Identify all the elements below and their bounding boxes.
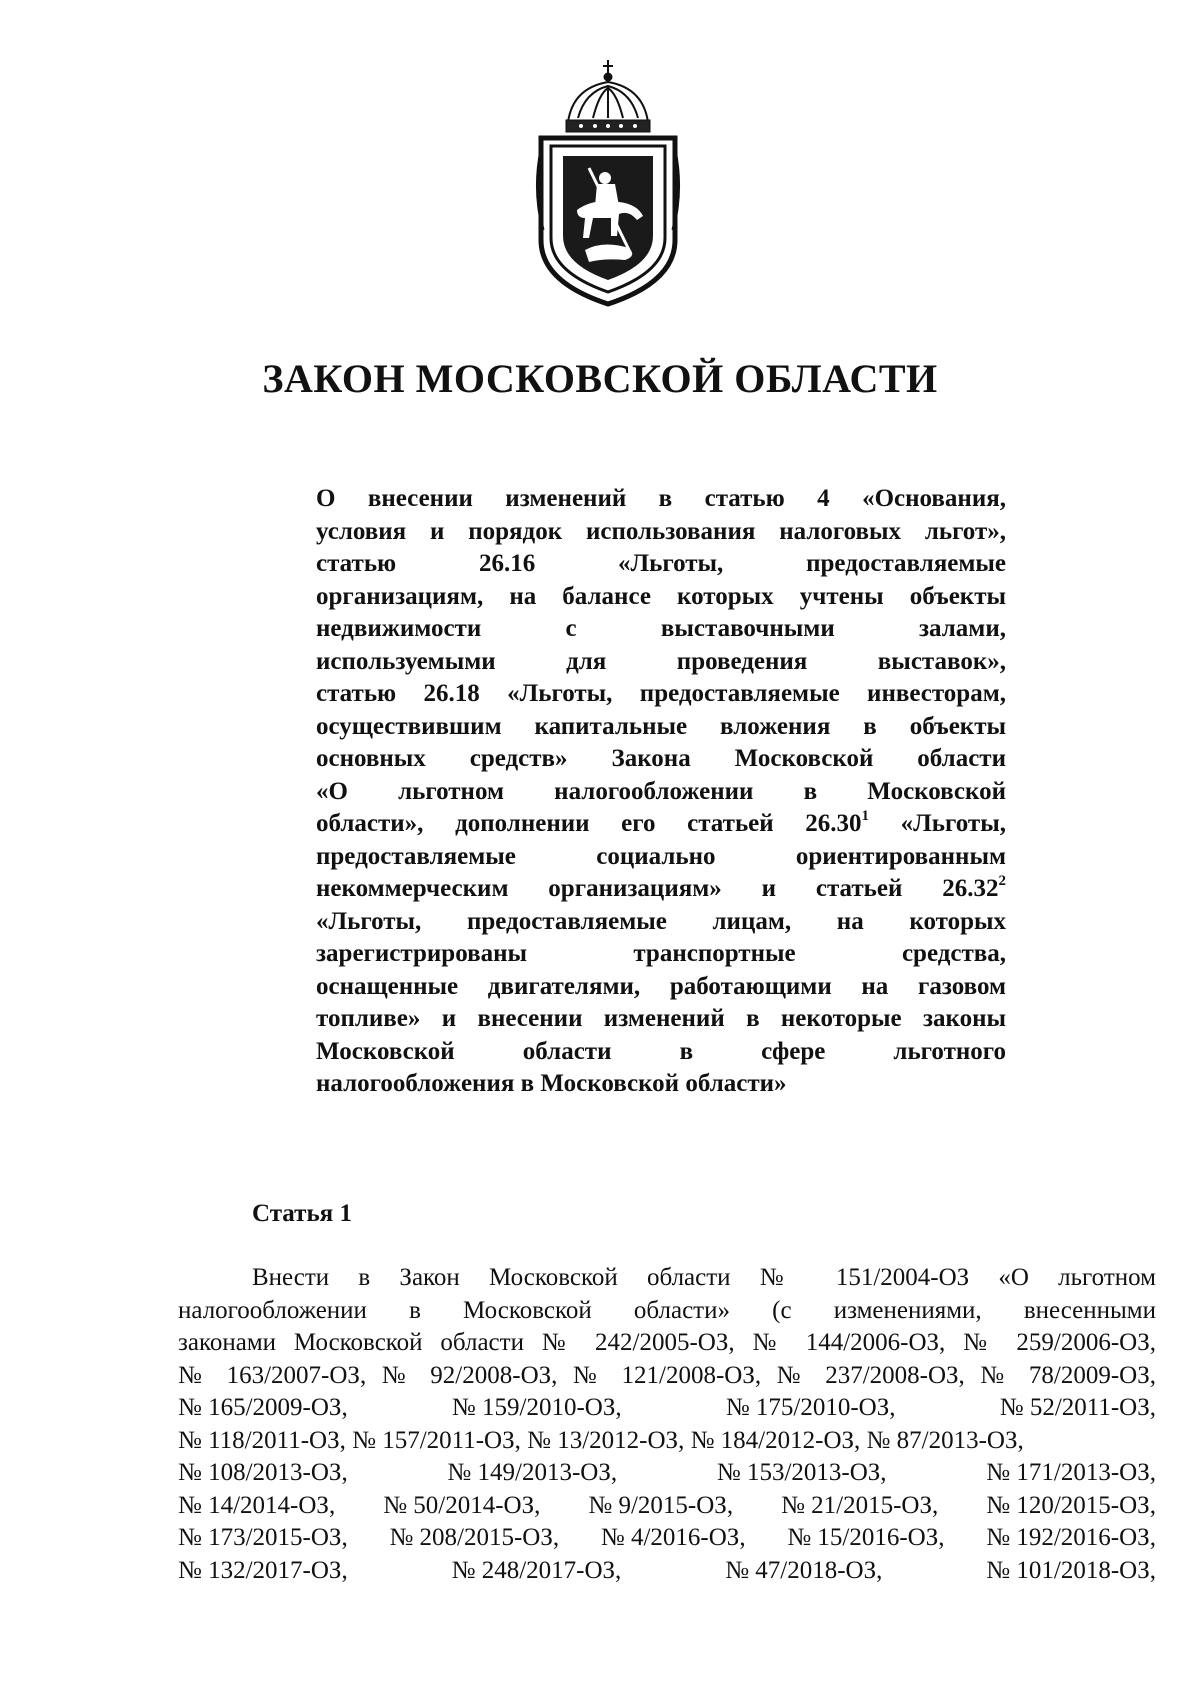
law-number-row xyxy=(178,1522,1156,1555)
subject-line xyxy=(316,808,1006,841)
subject-line: организациям, на балансе которых учтены объекты xyxy=(316,582,1006,610)
superscript: 2 xyxy=(998,872,1006,889)
law-number: № 192/2016-ОЗ, xyxy=(986,1524,1156,1551)
law-number-row xyxy=(178,1555,1156,1588)
law-number: № 4/2016-ОЗ, xyxy=(600,1524,746,1551)
law-number: № 173/2015-ОЗ, xyxy=(178,1524,348,1551)
law-number: № 248/2017-ОЗ, xyxy=(451,1556,622,1584)
subject-line: используемыми для проведения выставок», xyxy=(316,647,1006,675)
subject-line-text: «Льготы, xyxy=(869,810,1006,837)
law-number: № 14/2014-ОЗ, xyxy=(178,1491,336,1519)
subject-line: оснащенные двигателями, работающими на газовом xyxy=(316,972,1006,1000)
body-line: Внести в Закон Московской области № 151/2004-ОЗ «О льготном xyxy=(252,1264,1156,1291)
subject-line: налогообложения в Московской области» xyxy=(316,1070,787,1097)
subject-line: топливе» и внесении изменений в некоторые законы xyxy=(316,1005,1006,1032)
law-number: № 120/2015-ОЗ, xyxy=(986,1491,1156,1519)
subject-line: «О льготном налогообложении в Московской xyxy=(316,777,1006,805)
moscow-oblast-coat-of-arms-icon xyxy=(533,60,683,308)
document-title: ЗАКОН МОСКОВСКОЙ ОБЛАСТИ xyxy=(262,356,938,401)
law-number: № 21/2015-ОЗ, xyxy=(781,1491,939,1519)
law-number: № 108/2013-ОЗ, xyxy=(178,1459,348,1486)
subject-line: «Льготы, предоставляемые лицам, на которых xyxy=(316,907,1006,935)
subject-line: статью 26.16 «Льготы, предоставляемые xyxy=(316,550,1006,577)
body-line: законами Московской области № 242/2005-ОЗ, № 144/2006-ОЗ, № 259/2006-ОЗ, xyxy=(178,1329,1156,1356)
subject-line: недвижимости с выставочными залами, xyxy=(316,615,1006,642)
subject-line-text: области», дополнении его статьей 26.30 xyxy=(316,810,862,837)
subject-line: О внесении изменений в статью 4 «Основания, xyxy=(316,485,1006,512)
subject-line-text: некоммерческим организациям» и статьей 26.32 xyxy=(316,875,999,902)
law-number: № 101/2018-ОЗ, xyxy=(986,1556,1156,1584)
law-number: № 171/2013-ОЗ, xyxy=(986,1459,1156,1486)
subject-line xyxy=(316,873,1006,906)
law-number: № 165/2009-ОЗ, xyxy=(178,1394,348,1421)
law-number: № 208/2015-ОЗ, xyxy=(389,1524,560,1551)
article-heading: Статья 1 xyxy=(252,1200,352,1227)
subject-line: статью 26.18 «Льготы, предоставляемые инвесторам, xyxy=(316,680,1006,707)
law-number: № 153/2013-ОЗ, xyxy=(716,1459,887,1486)
law-number-row xyxy=(178,1490,1156,1523)
law-number: № 15/2016-ОЗ, xyxy=(787,1524,945,1551)
subject-line: Московской области в сфере льготного xyxy=(316,1037,1006,1065)
subject-line: условия и порядок использования налоговых льгот», xyxy=(316,517,1006,545)
law-number-row xyxy=(178,1392,1156,1425)
law-number-row xyxy=(178,1425,1156,1458)
subject-line: основных средств» Закона Московской области xyxy=(316,745,1006,772)
law-subject xyxy=(316,483,1006,1101)
body-line: налогообложении в Московской области» (с изменениями, внесенными xyxy=(178,1296,1156,1324)
law-number-list xyxy=(178,1392,1156,1587)
law-number: № 47/2018-ОЗ, xyxy=(725,1556,883,1584)
law-number: № 175/2010-ОЗ, xyxy=(725,1394,896,1421)
law-number: № 149/2013-ОЗ, xyxy=(447,1459,618,1486)
law-number: № 9/2015-ОЗ, xyxy=(588,1491,734,1519)
law-number: № 118/2011-ОЗ, № 157/2011-ОЗ, № 13/2012-ОЗ, № 184/2012-ОЗ, № 87/2013-ОЗ, xyxy=(178,1426,1024,1454)
law-number: № 52/2011-ОЗ, xyxy=(999,1394,1156,1421)
subject-line: осуществившим капитальные вложения в объекты xyxy=(316,712,1006,740)
body-line: № 163/2007-ОЗ, № 92/2008-ОЗ, № 121/2008-ОЗ, № 237/2008-ОЗ, № 78/2009-ОЗ, xyxy=(178,1361,1156,1389)
article-body xyxy=(178,1262,1156,1587)
subject-line: предоставляемые социально ориентированным xyxy=(316,842,1006,870)
superscript: 1 xyxy=(861,807,870,824)
law-number: № 132/2017-ОЗ, xyxy=(178,1556,348,1584)
subject-line: зарегистрированы транспортные средства, xyxy=(316,940,1006,967)
law-number: № 159/2010-ОЗ, xyxy=(451,1394,622,1421)
law-number: № 50/2014-ОЗ, xyxy=(383,1491,541,1519)
law-number-row xyxy=(178,1457,1156,1490)
